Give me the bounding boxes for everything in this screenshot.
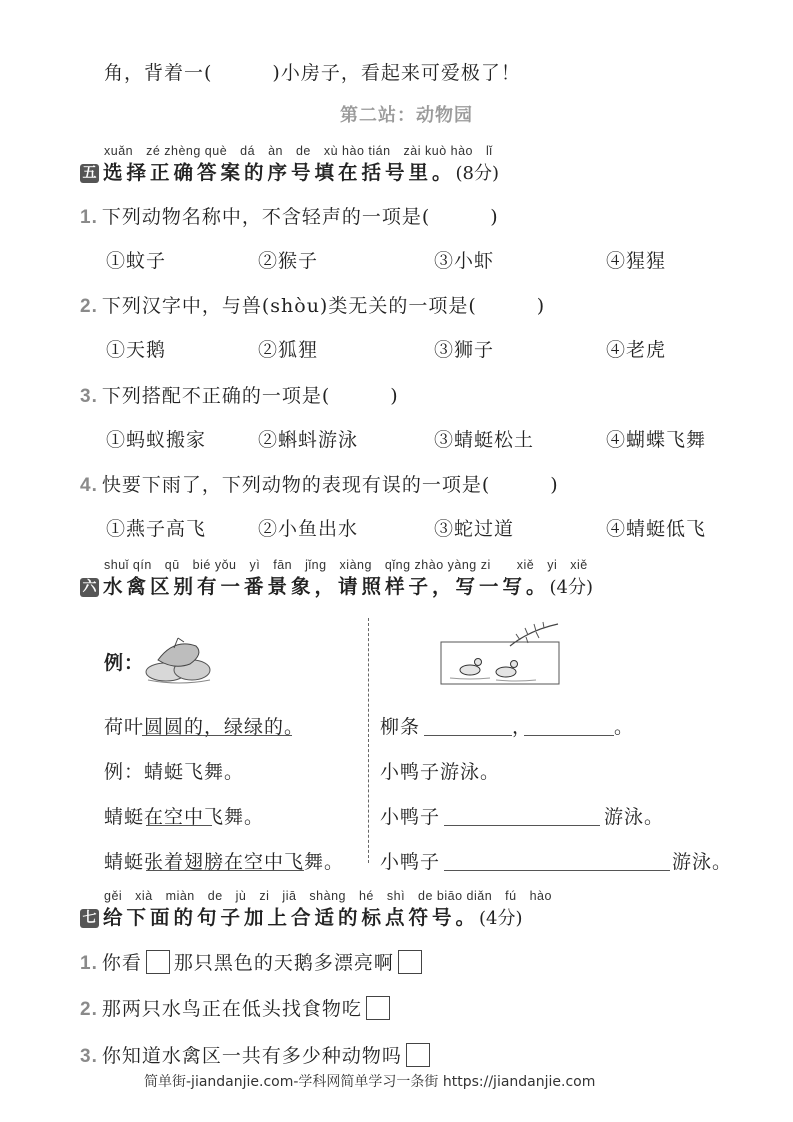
- item-text: 那两只水鸟正在低头找食物吃: [101, 998, 362, 1020]
- punctuation-item-2: [80, 994, 394, 1021]
- answer-box[interactable]: [406, 1043, 430, 1067]
- section6-pinyin: shuǐ qín qū bié yǒu yì fān jǐng xiàng qǐng zhào yàng zi xiě yi xiě: [104, 558, 588, 572]
- item-number: 3.: [80, 1046, 98, 1067]
- section7-title: 给下面的句子加上合适的标点符号。: [103, 906, 480, 929]
- section5-badge: 五: [80, 164, 99, 183]
- answer-blank-3[interactable]: [444, 825, 600, 826]
- underline: [146, 825, 212, 826]
- footer-watermark: 简单街-jiandanjie.com-学科网简单学习一条街 https://jiandanjie.com: [144, 1074, 596, 1090]
- question-1: [80, 202, 499, 229]
- answer-box[interactable]: [366, 996, 390, 1020]
- item-number: 2.: [80, 999, 98, 1020]
- example-sentence-4: 蜻蜓张着翅膀在空中飞舞。: [104, 851, 345, 873]
- example-label: 例：: [104, 652, 145, 674]
- option: ③蜻蜓松土: [434, 429, 535, 451]
- section7-score: (4分): [479, 908, 523, 929]
- option: ①蚊子: [106, 250, 167, 272]
- section5-pinyin: xuǎn zé zhèng què dá àn de xù hào tián zài kuò hào lǐ: [104, 144, 493, 158]
- option: ①天鹅: [106, 339, 167, 361]
- question-number: 1.: [80, 207, 98, 228]
- duck-sentence-4-end: 游泳。: [672, 851, 733, 873]
- item-text: 你知道水禽区一共有多少种动物吗: [101, 1045, 402, 1067]
- ducks-willow-illustration: [440, 620, 560, 686]
- answer-blank-1[interactable]: [424, 735, 512, 736]
- option: ①蚂蚁搬家: [106, 429, 207, 451]
- question-3: [80, 381, 399, 408]
- section6-header: [80, 571, 593, 599]
- question-number: 3.: [80, 386, 98, 407]
- option: ④老虎: [606, 339, 667, 361]
- section5-header: [80, 157, 499, 185]
- item-text: 你看: [101, 952, 142, 974]
- option: ②小鱼出水: [258, 518, 359, 540]
- underline: [142, 735, 292, 736]
- section5-score: (8分): [455, 163, 500, 184]
- section6-badge: 六: [80, 578, 99, 597]
- answer-box[interactable]: [146, 950, 170, 974]
- punctuation-item-3: [80, 1041, 434, 1068]
- option: ③蛇过道: [434, 518, 515, 540]
- column-divider: [368, 618, 369, 863]
- option: ④蜻蜓低飞: [606, 518, 707, 540]
- question-text: 快要下雨了，下列动物的表现有误的一项是( ): [101, 474, 559, 496]
- option: ①燕子高飞: [106, 518, 207, 540]
- section7-badge: 七: [80, 909, 99, 928]
- option: ④蝴蝶飞舞: [606, 429, 707, 451]
- item-number: 1.: [80, 953, 98, 974]
- example-sentence-3: 蜻蜓在空中飞舞。: [104, 806, 265, 828]
- duck-sentence-4-start: 小鸭子: [380, 851, 441, 873]
- question-number: 2.: [80, 296, 98, 317]
- option: ②狐狸: [258, 339, 319, 361]
- willow-comma: ，: [512, 716, 533, 738]
- question-text: 下列动物名称中，不含轻声的一项是( ): [101, 206, 499, 228]
- willow-start: 柳条: [380, 716, 421, 738]
- item-text: 那只黑色的天鹅多漂亮啊: [173, 952, 394, 974]
- duck-sentence: 小鸭子游泳。: [380, 761, 501, 783]
- duck-sentence-3-start: 小鸭子: [380, 806, 441, 828]
- answer-blank-2[interactable]: [524, 735, 614, 736]
- question-4: [80, 470, 559, 497]
- option: ③小虾: [434, 250, 495, 272]
- underline: [146, 870, 304, 871]
- question-number: 4.: [80, 475, 98, 496]
- duck-sentence-3-end: 游泳。: [604, 806, 665, 828]
- section7-header: [80, 902, 523, 930]
- option: ③狮子: [434, 339, 495, 361]
- top-sentence: 角，背着一( )小房子，看起来可爱极了！: [104, 62, 521, 84]
- question-2: [80, 291, 545, 318]
- station-title: 第二站：动物园: [340, 105, 473, 126]
- punctuation-item-1: [80, 948, 426, 975]
- answer-box[interactable]: [398, 950, 422, 974]
- section5-title: 选择正确答案的序号填在括号里。: [103, 161, 456, 184]
- willow-end: 。: [614, 716, 635, 738]
- question-text: 下列搭配不正确的一项是( ): [101, 385, 399, 407]
- section7-pinyin: gěi xià miàn de jù zi jiā shàng hé shì de biāo diǎn fú hào: [104, 889, 552, 903]
- section6-score: (4分): [549, 577, 594, 598]
- section6-title: 水禽区别有一番景象，请照样子，写一写。: [103, 575, 550, 598]
- option: ④猩猩: [606, 250, 667, 272]
- example-sentence-1: 荷叶圆圆的，绿绿的。: [104, 716, 305, 738]
- option: ②蝌蚪游泳: [258, 429, 359, 451]
- question-text: 下列汉字中，与兽(shòu)类无关的一项是( ): [101, 295, 546, 317]
- option: ②猴子: [258, 250, 319, 272]
- example-sentence-2: 例：蜻蜓飞舞。: [104, 761, 245, 783]
- lotus-leaf-illustration: [144, 634, 214, 688]
- answer-blank-4[interactable]: [444, 870, 670, 871]
